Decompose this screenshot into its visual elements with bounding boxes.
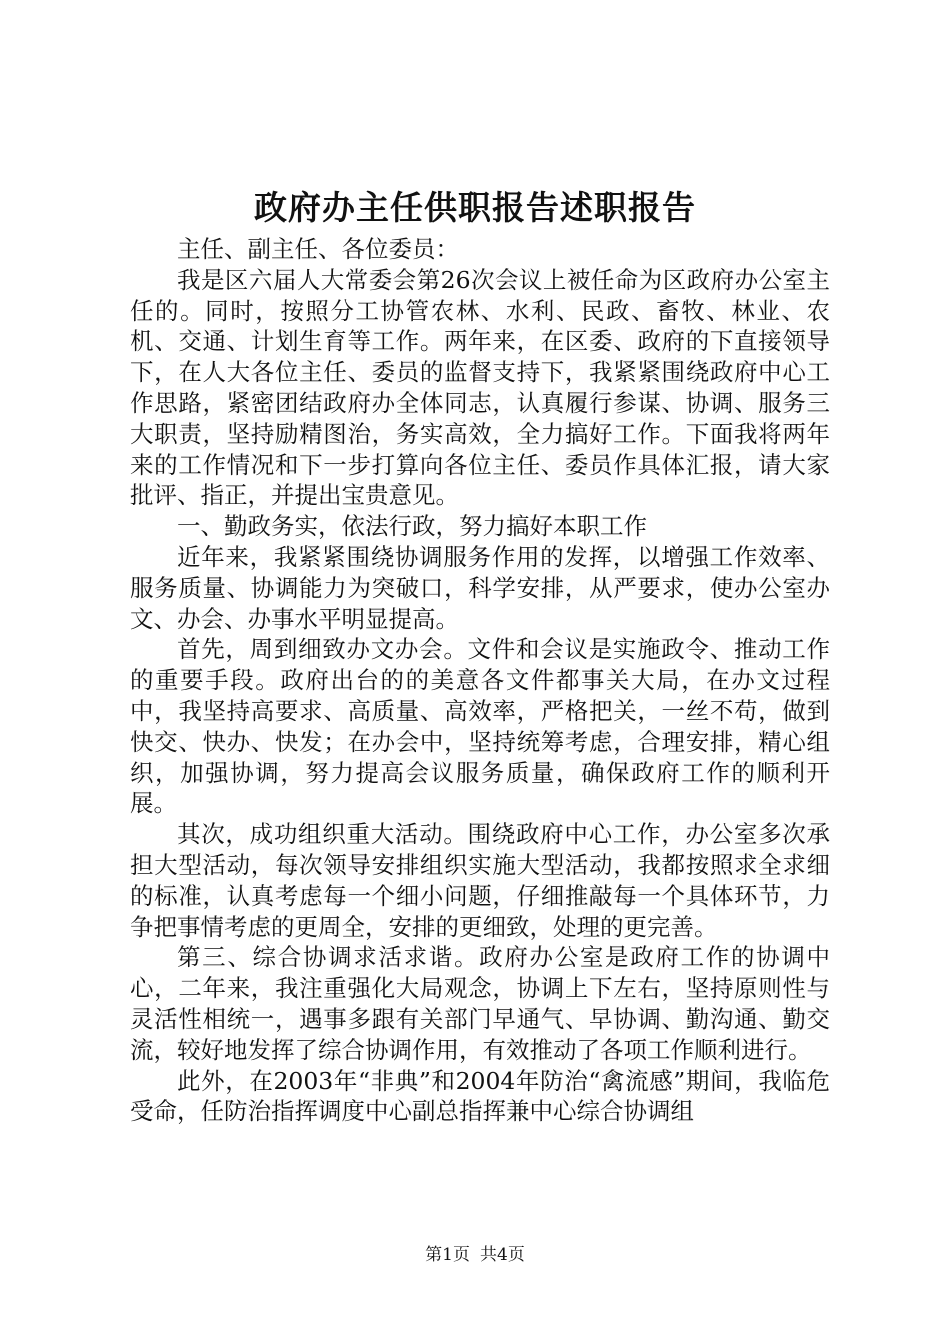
paragraph-third: 第三、综合协调求活求谐。政府办公室是政府工作的协调中心，二年来，我注重强化大局观念，协调上下左右，坚持原则性与灵活性相统一，遇事多跟有关部门早通气、早协调、勤沟通、勤交流，较好地发挥了综合协调作用，有效推动了各项工作顺利进行。 [130, 943, 830, 1064]
page-number: 第1页 [425, 1245, 470, 1265]
paragraph-intro: 我是区六届人大常委会第26次会议上被任命为区政府办公室主任的。同时，按照分工协管农林、水利、民政、畜牧、林业、农机、交通、计划生育等工作。两年来，在区委、政府的下直接领导下，在人大各位主任、委员的监督支持下，我紧紧围绕政府中心工作思路，紧密团结政府办全体同志，认真履行参谋、协调、服务三大职责，坚持励精图治，务实高效，全力搞好工作。下面我将两年来的工作情况和下一步打算向各位主任、委员作具体汇报，请大家批评、指正，并提出宝贵意见。 [130, 265, 830, 510]
document-title: 政府办主任供职报告述职报告 [254, 188, 696, 227]
paragraph-first: 首先，周到细致办文办会。文件和会议是实施政令、推动工作的重要手段。政府出台的的美意各文件都事关大局，在办文过程中，我坚持高要求、高质量、高效率，严格把关，一丝不苟，做到快交、快办、快发；在办会中，坚持统筹考虑，合理安排，精心组织，加强协调，努力提高会议服务质量，确保政府工作的顺利开展。 [130, 635, 830, 818]
document-body [130, 234, 830, 1127]
paragraph-salutation: 主任、副主任、各位委员： [177, 235, 459, 263]
paragraph-additional: 此外，在2003年“非典”和2004年防治“禽流感”期间，我临危受命，任防治指挥调度中心副总指挥兼中心综合协调组 [130, 1066, 830, 1126]
paragraph-second: 其次，成功组织重大活动。围绕政府中心工作，办公室多次承担大型活动，每次领导安排组织实施大型活动，我都按照求全求细的标准，认真考虑每一个细小问题，仔细推敲每一个具体环节，力争把事情考虑的更周全，安排的更细致，处理的更完善。 [130, 820, 830, 941]
page-footer [0, 1243, 950, 1267]
paragraph-overview: 近年来，我紧紧围绕协调服务作用的发挥，以增强工作效率、服务质量、协调能力为突破口，科学安排，从严要求，使办公室办文、办会、办事水平明显提高。 [130, 542, 830, 633]
page-total: 共4页 [480, 1245, 525, 1265]
section-heading-1: 一、勤政务实，依法行政，努力搞好本职工作 [177, 512, 647, 541]
